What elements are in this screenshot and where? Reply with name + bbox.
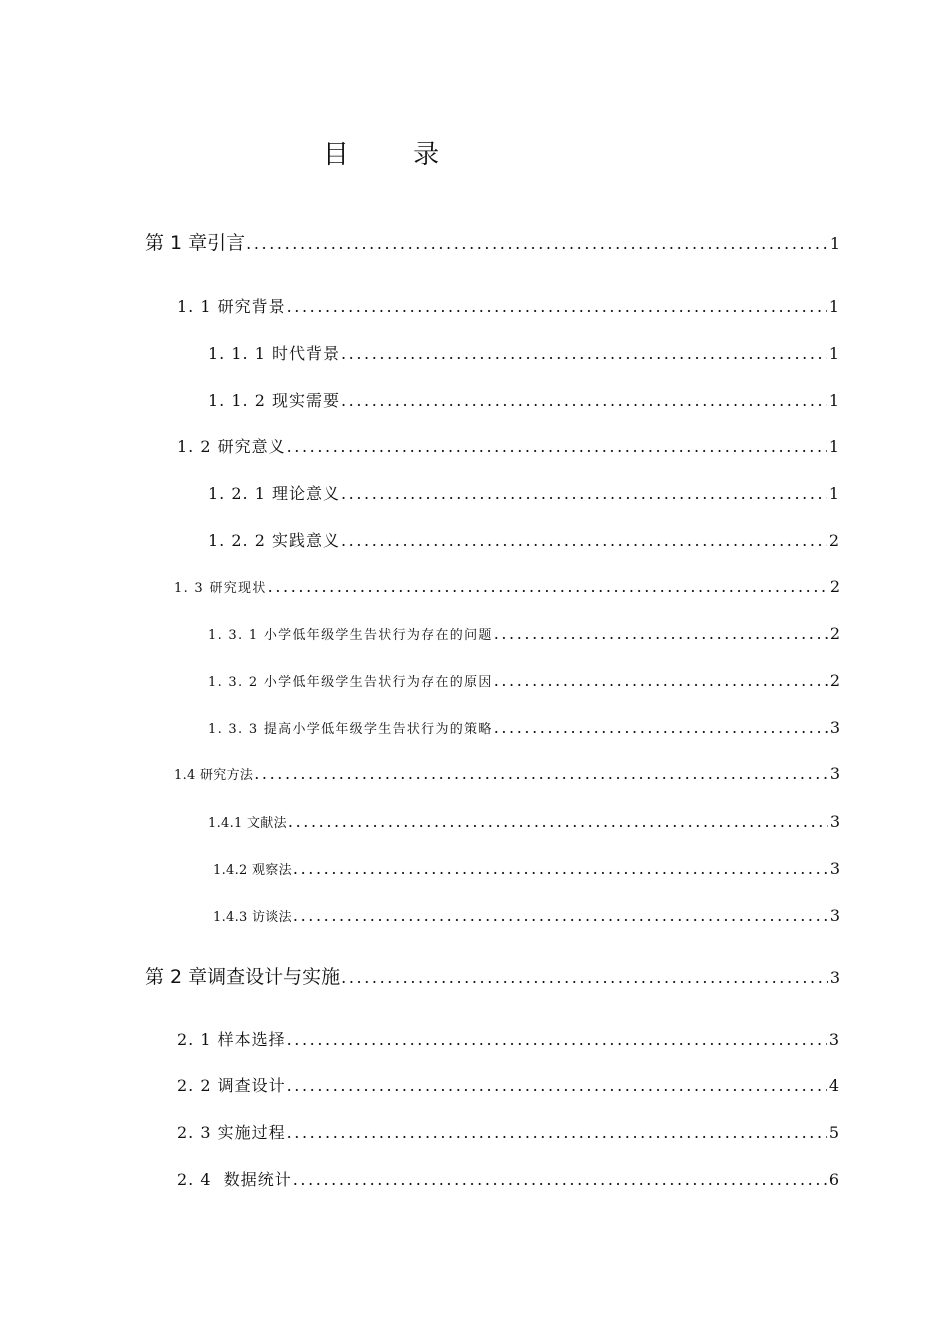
toc-entry-1-3-3[interactable] bbox=[208, 718, 840, 740]
toc-entry-1-4-1[interactable] bbox=[208, 812, 840, 834]
toc-entry-title: 1.4.3 访谈法 bbox=[213, 910, 292, 925]
toc-entry-title: 第 1 章引言 bbox=[145, 232, 246, 254]
toc-entry-title: 1. 1. 2 现实需要 bbox=[208, 391, 340, 410]
toc-entry-1-1-2[interactable] bbox=[208, 390, 840, 412]
dot-leader bbox=[287, 1029, 827, 1051]
toc-entry-page: 1 bbox=[828, 297, 840, 316]
toc-entry-2-4[interactable] bbox=[177, 1169, 840, 1191]
toc-entry-chapter-1[interactable] bbox=[145, 230, 840, 257]
toc-entry-title: 1. 3. 3 提高小学低年级学生告状行为的策略 bbox=[208, 722, 493, 737]
dot-leader bbox=[287, 1075, 827, 1097]
toc-entry-2-2[interactable] bbox=[177, 1075, 840, 1097]
dot-leader bbox=[341, 530, 827, 552]
toc-entry-page: 4 bbox=[828, 1076, 840, 1095]
toc-entry-1-4-2[interactable] bbox=[213, 859, 840, 881]
dot-leader bbox=[494, 671, 828, 691]
dot-leader bbox=[341, 965, 828, 991]
dot-leader bbox=[494, 624, 828, 644]
toc-entry-page: 3 bbox=[829, 718, 840, 737]
dot-leader bbox=[293, 906, 828, 926]
toc-entry-title: 2. 3 实施过程 bbox=[177, 1123, 286, 1142]
toc-entry-page: 3 bbox=[829, 968, 840, 987]
toc-entry-1-2-2[interactable] bbox=[208, 530, 840, 552]
toc-entry-title: 1. 3 研究现状 bbox=[174, 581, 267, 596]
dot-leader bbox=[341, 483, 827, 505]
toc-entry-page: 1 bbox=[828, 437, 840, 456]
page-title: 目 录 bbox=[322, 140, 468, 170]
dot-leader bbox=[288, 812, 828, 832]
toc-entry-2-1[interactable] bbox=[177, 1029, 840, 1051]
toc-entry-1-4[interactable] bbox=[174, 764, 840, 786]
toc-entry-page: 5 bbox=[828, 1123, 840, 1142]
toc-entry-1-3-2[interactable] bbox=[208, 671, 840, 693]
toc-entry-title: 2. 4 数据统计 bbox=[177, 1170, 292, 1189]
toc-entry-page: 3 bbox=[829, 859, 840, 878]
toc-entry-title: 1.4.1 文献法 bbox=[208, 816, 287, 831]
toc-entry-page: 2 bbox=[828, 531, 840, 550]
toc-entry-title: 1.4.2 观察法 bbox=[213, 863, 292, 878]
toc-entry-title: 2. 1 样本选择 bbox=[177, 1030, 286, 1049]
toc-entry-page: 3 bbox=[829, 906, 840, 925]
toc-entry-page: 1 bbox=[828, 484, 840, 503]
dot-leader bbox=[287, 296, 827, 318]
toc-entry-1-3-1[interactable] bbox=[208, 624, 840, 646]
toc-entry-1-2[interactable] bbox=[177, 436, 840, 458]
dot-leader bbox=[287, 436, 827, 458]
dot-leader bbox=[254, 764, 828, 784]
toc-entry-2-3[interactable] bbox=[177, 1122, 840, 1144]
toc-entry-page: 2 bbox=[829, 577, 840, 596]
toc-entry-title: 1. 1 研究背景 bbox=[177, 297, 286, 316]
toc-entry-page: 1 bbox=[829, 234, 840, 253]
toc-entry-1-1-1[interactable] bbox=[208, 343, 840, 365]
dot-leader bbox=[341, 343, 827, 365]
toc-entry-title: 2. 2 调查设计 bbox=[177, 1076, 286, 1095]
dot-leader bbox=[268, 577, 828, 597]
toc-entry-title: 1. 1. 1 时代背景 bbox=[208, 344, 340, 363]
toc-entry-page: 6 bbox=[828, 1170, 840, 1189]
toc-entry-1-2-1[interactable] bbox=[208, 483, 840, 505]
dot-leader bbox=[246, 231, 828, 257]
toc-entry-page: 2 bbox=[829, 671, 840, 690]
toc-entry-1-1[interactable] bbox=[177, 296, 840, 318]
toc-entry-1-3[interactable] bbox=[174, 577, 840, 599]
toc-entry-title: 1. 3. 1 小学低年级学生告状行为存在的问题 bbox=[208, 628, 493, 643]
toc-entry-title: 1. 2. 1 理论意义 bbox=[208, 484, 340, 503]
toc-entry-page: 1 bbox=[828, 344, 840, 363]
toc-entry-page: 3 bbox=[829, 764, 840, 783]
toc-entry-title: 1. 2. 2 实践意义 bbox=[208, 531, 340, 550]
dot-leader bbox=[341, 390, 827, 412]
toc-entry-title: 1. 3. 2 小学低年级学生告状行为存在的原因 bbox=[208, 675, 493, 690]
toc-entry-page: 1 bbox=[828, 391, 840, 410]
toc-entry-title: 1.4 研究方法 bbox=[174, 768, 254, 783]
toc-entry-page: 3 bbox=[829, 812, 840, 831]
dot-leader bbox=[494, 718, 828, 738]
toc-entry-title: 1. 2 研究意义 bbox=[177, 437, 286, 456]
dot-leader bbox=[293, 1169, 827, 1191]
dot-leader bbox=[293, 859, 828, 879]
toc-entry-1-4-3[interactable] bbox=[213, 906, 840, 928]
dot-leader bbox=[287, 1122, 827, 1144]
toc-entry-title: 第 2 章调查设计与实施 bbox=[145, 966, 341, 988]
toc-entry-page: 2 bbox=[829, 624, 840, 643]
toc-entry-chapter-2[interactable] bbox=[145, 964, 840, 991]
toc-entry-page: 3 bbox=[828, 1030, 840, 1049]
